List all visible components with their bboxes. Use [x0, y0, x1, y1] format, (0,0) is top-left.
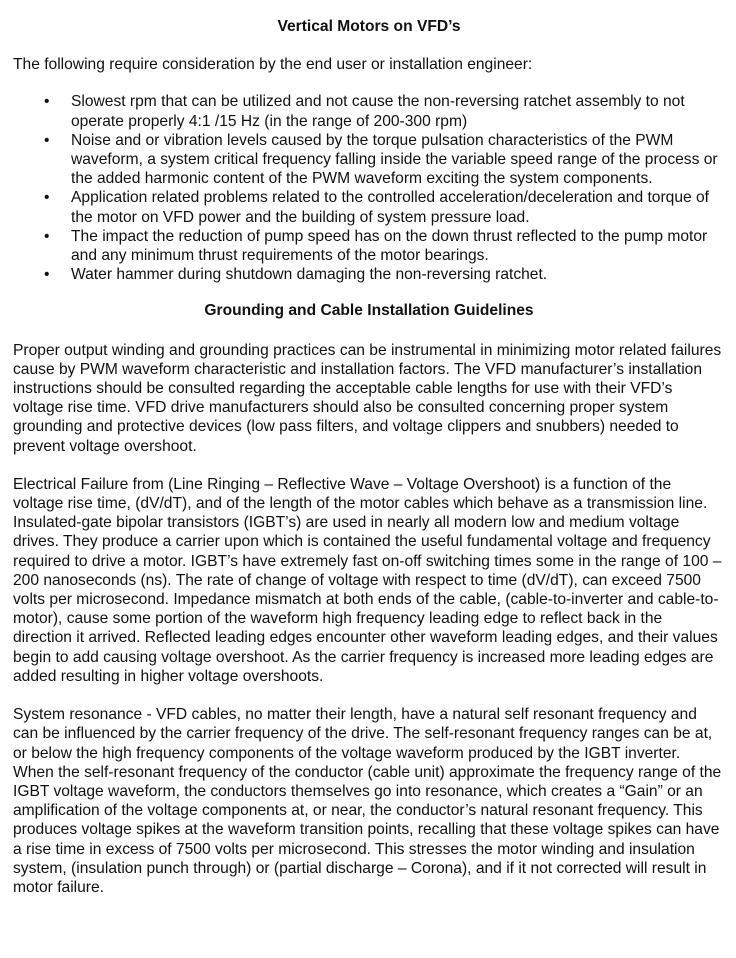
consideration-list	[13, 92, 725, 284]
list-item-text: Water hammer during shutdown damaging the non-reversing ratchet.	[71, 266, 548, 284]
list-item-text: Noise and or vibration levels caused by the torque pulsation characteristics of the PWM waveform, a system critical frequency falling inside the variable speed range of the process or the added harmonic content of the PWM waveform exciting the system components.	[71, 131, 718, 188]
list-item-text: The impact the reduction of pump speed has on the down thrust reflected to the pump motor and any minimum thrust requirements of the motor bearings.	[71, 227, 708, 265]
list-item-text: Application related problems related to the controlled acceleration/deceleration and torque of the motor on VFD power and the building of system pressure load.	[71, 189, 710, 226]
list-item	[13, 92, 725, 130]
bullet-icon: •	[44, 266, 50, 284]
paragraph-electrical-failure: Electrical Failure from (Line Ringing – Reflective Wave – Voltage Overshoot) is a function of the voltage rise time, (dV/dT), and of the length of the motor cables which behave as a transmission line. Insulated-gate bipolar transistors (IGBT’s) are used in nearly all modern low and medium voltage drives. They produce a carrier upon which is contained the useful fundamental voltage and frequency required to drive a motor. IGBT’s have extremely fast on-off switching times some in the range of 100 – 200 nanoseconds (ns). The rate of change of voltage with respect to time (dV/dT), can exceed 7500 volts per microsecond. Impedance mismatch at both ends of the cable, (cable-to-inverter and cable-to-motor), cause some portion of the waveform high frequency leading edge to reflect back in the direction it arrived. Reflected leading edges encounter other waveform leading edges, and their values begin to add causing voltage overshoot. As the carrier frequency is increased more leading edges are added resulting in higher voltage overshoots.	[13, 475, 722, 685]
bullet-icon: •	[44, 189, 50, 207]
page-title: Vertical Motors on VFD’s	[277, 18, 461, 35]
bullet-icon: •	[44, 93, 50, 111]
bullet-icon: •	[44, 227, 50, 245]
list-item	[13, 188, 725, 226]
document-page	[13, 17, 725, 916]
intro-text: The following require consideration by the end user or installation engineer:	[13, 56, 533, 74]
list-item	[13, 265, 725, 284]
list-item-text: Slowest rpm that can be utilized and not cause the non-reversing ratchet assembly to not operate properly 4:1 /15 Hz (in the range of 200-300 rpm)	[71, 93, 685, 130]
list-item	[13, 131, 725, 189]
section-title: Grounding and Cable Installation Guidelines	[204, 302, 534, 320]
paragraph-grounding: Proper output winding and grounding practices can be instrumental in minimizing motor related failures cause by PWM waveform characteristic and installation factors. The VFD manufacturer’s installation instructions should be consulted regarding the acceptable cable lengths for use with their VFD’s voltage rise time. VFD drive manufacturers should also be consulted concerning proper system grounding and protective devices (low pass filters, and voltage clippers and snubbers) needed to prevent voltage overshoot.	[13, 341, 722, 455]
list-item	[13, 227, 725, 265]
paragraph-system-resonance: System resonance - VFD cables, no matter their length, have a natural self resonant frequency and can be influenced by the carrier frequency of the drive. The self-resonant frequency ranges can be at, or below the high frequency components of the voltage waveform produced by the IGBT inverter. When the self-resonant frequency of the conductor (cable unit) approximate the frequency range of the IGBT voltage waveform, the conductors themselves go into resonance, which creates a “Gain” or an amplification of the voltage components at, or near, the conductor’s natural resonant frequency. This produces voltage spikes at the waveform transition points, recalling that these voltage spikes can have a rise time in excess of 7500 volts per microsecond. This stresses the motor winding and insulation system, (insulation punch through) or (partial discharge – Corona), and if it not corrected will result in motor failure.	[13, 706, 722, 896]
bullet-icon: •	[44, 131, 50, 149]
